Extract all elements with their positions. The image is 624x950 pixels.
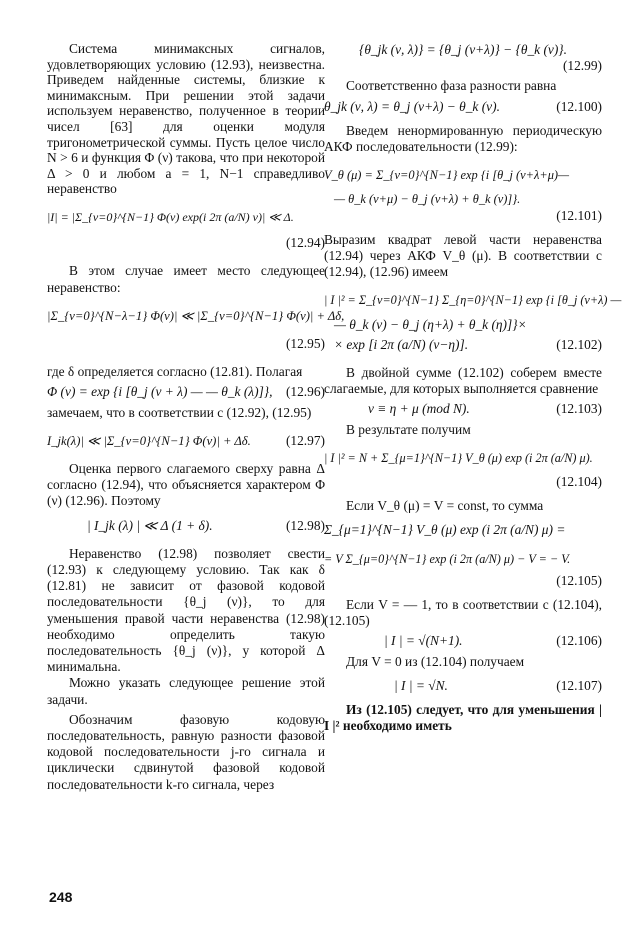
paragraph-solution: Можно указать следующее решение этой задачи.	[47, 675, 325, 707]
equation-12-102-line1: | I |² = Σ_{ν=0}^{N−1} Σ_{η=0}^{N−1} exp {i [θ_j (ν+λ) —	[324, 293, 622, 308]
equation-12-105-line1: Σ_{μ=1}^{N−1} V_θ (μ) exp (i 2π (a/N) μ) =	[324, 522, 566, 538]
equation-number: (12.94)	[285, 235, 325, 251]
equation-number: (12.101)	[556, 207, 602, 223]
paragraph-conclusion: Из (12.105) следует, что для уменьшения | I |² необходимо иметь	[324, 702, 602, 734]
equation-12-96	[47, 384, 325, 400]
equation-number: (12.105)	[556, 572, 602, 588]
equation-text: I_jk(λ)| ≪ |Σ_{ν=0}^{N−1} Φ(ν)| + Δδ.	[47, 433, 251, 448]
left-column	[47, 0, 345, 793]
equation-number: (12.99)	[562, 58, 602, 74]
equation-number: (12.97)	[285, 432, 325, 448]
equation-text: ν ≡ η + μ (mod N).	[368, 401, 470, 417]
equation-12-102-line3	[324, 337, 602, 353]
paragraph-estimate: Оценка первого слагаемого сверху равна Δ согласно (12.94), что объясняется характером Φ (ν) (12.96). Поэтому	[47, 460, 325, 509]
equation-12-95	[47, 308, 345, 324]
paragraph-define: Обозначим фазовую кодовую последовательность, равную разности фазовой кодовой последовательности j-го сигнала и циклически сдвинутой фазовой кодовой последовательности k-го сигнала, через	[47, 711, 325, 792]
paragraph-square: Выразим квадрат левой части неравенства (12.94) через АКФ V_θ (μ). В соответствии с (12.94), (12.96) имеем	[324, 231, 602, 280]
equation-12-101-line1: V_θ (μ) = Σ_{ν=0}^{N−1} exp {i [θ_j (ν+λ+μ)—	[324, 168, 570, 183]
equation-text: Φ (ν) = exp {i [θ_j (ν + λ) — — θ_k (λ)]},	[47, 384, 273, 400]
equation-text: |Σ_{ν=0}^{N−λ−1} Φ(ν)| ≪ |Σ_{ν=0}^{N−1} Φ(ν)| + Δδ,	[47, 308, 345, 323]
equation-text: | I | = √N.	[394, 677, 448, 693]
paragraph-v-minus-one: Если V = — 1, то в соответствии с (12.104), (12.105)	[324, 597, 602, 629]
page-number: 248	[49, 889, 73, 905]
equation-12-101-line2: — θ_k (ν+μ) − θ_j (ν+λ) + θ_k (ν)]}.	[334, 192, 521, 207]
equation-number: (12.95)	[285, 335, 325, 351]
equation-number: (12.102)	[556, 336, 602, 352]
equation-12-97	[47, 433, 325, 449]
equation-text: × exp [i 2π (a/N) (ν−η)].	[334, 336, 469, 352]
equation-number: (12.98)	[285, 517, 325, 533]
equation-number: (12.100)	[556, 98, 602, 114]
equation-12-103	[324, 401, 602, 417]
paragraph-akf: Введем ненормированную периодическую АКФ последовательности (12.99):	[324, 122, 602, 155]
equation-12-94	[47, 209, 325, 225]
equation-number: (12.106)	[556, 633, 602, 649]
paragraph-delta: где δ определяется согласно (12.81). Полагая	[47, 364, 303, 380]
equation-12-98	[47, 518, 325, 534]
equation-number: (12.103)	[556, 401, 602, 417]
paragraph-notice: замечаем, что в соответствии с (12.92), (12.95)	[47, 404, 312, 420]
right-column	[324, 0, 622, 735]
equation-text: | I | = √(N+1).	[384, 633, 463, 649]
paragraph-phase: Соответственно фаза разности равна	[346, 78, 557, 94]
equation-12-107	[324, 678, 602, 694]
paragraph-const: Если V_θ (μ) = V = const, то сумма	[346, 498, 544, 514]
equation-number: (12.107)	[556, 677, 602, 693]
equation-12-100	[324, 99, 602, 115]
equation-12-102-line2: — θ_k (ν) − θ_j (η+λ) + θ_k (η)]}×	[334, 316, 527, 332]
equation-number: (12.104)	[556, 474, 602, 490]
equation-12-106	[324, 633, 602, 649]
paragraph-inequality-intro: В этом случае имеет место следующее неравенство:	[47, 263, 325, 295]
equation-text: θ_jk (ν, λ) = θ_j (ν+λ) − θ_k (ν).	[324, 98, 500, 114]
paragraph-intro: Система минимаксных сигналов, удовлетворяющих условию (12.93), неизвестна. Приведем найденные системы, близкие к минимаксным. При решении этой задачи используем неравенство, полученное в теории чисел [63] для оценки модуля тригонометрической суммы. Пусть целое число N > 6 и функция Φ (ν) такова, что при некоторой Δ > 0 и любом a = 1, N−1 справедливо неравенство	[47, 41, 325, 197]
paragraph-v-zero: Для V = 0 из (12.104) получаем	[346, 653, 525, 669]
equation-12-99: {θ_jk (ν, λ)} = {θ_j (ν+λ)} − {θ_k (ν)}.	[358, 42, 568, 57]
equation-12-104: | I |² = N + Σ_{μ=1}^{N−1} V_θ (μ) exp (i 2π (a/N) μ).	[324, 450, 593, 465]
equation-text: |I| = |Σ_{ν=0}^{N−1} Φ(ν) exp(i 2π (a/N) ν)| ≪ Δ.	[47, 209, 294, 224]
paragraph-result: В результате получим	[346, 421, 471, 437]
paragraph-reduce: Неравенство (12.98) позволяет свести (12.93) к следующему условию. Так как δ (12.81) не зависит от фазовой кодовой последовательности {θ_j (ν)}, то для уменьшения правой части неравенства (12.98) необходимо определить такую последовательность {θ_j (ν)}, у которой Δ минимальна.	[47, 545, 325, 675]
equation-number: (12.96)	[285, 384, 325, 400]
paragraph-double-sum: В двойной сумме (12.102) соберем вместе слагаемые, для которых выполняется сравнение	[324, 365, 602, 397]
equation-12-105-line2: = V Σ_{μ=0}^{N−1} exp (i 2π (a/N) μ) − V = − V.	[324, 551, 571, 566]
equation-text: | I_jk (λ) | ≪ Δ (1 + δ).	[87, 517, 213, 533]
